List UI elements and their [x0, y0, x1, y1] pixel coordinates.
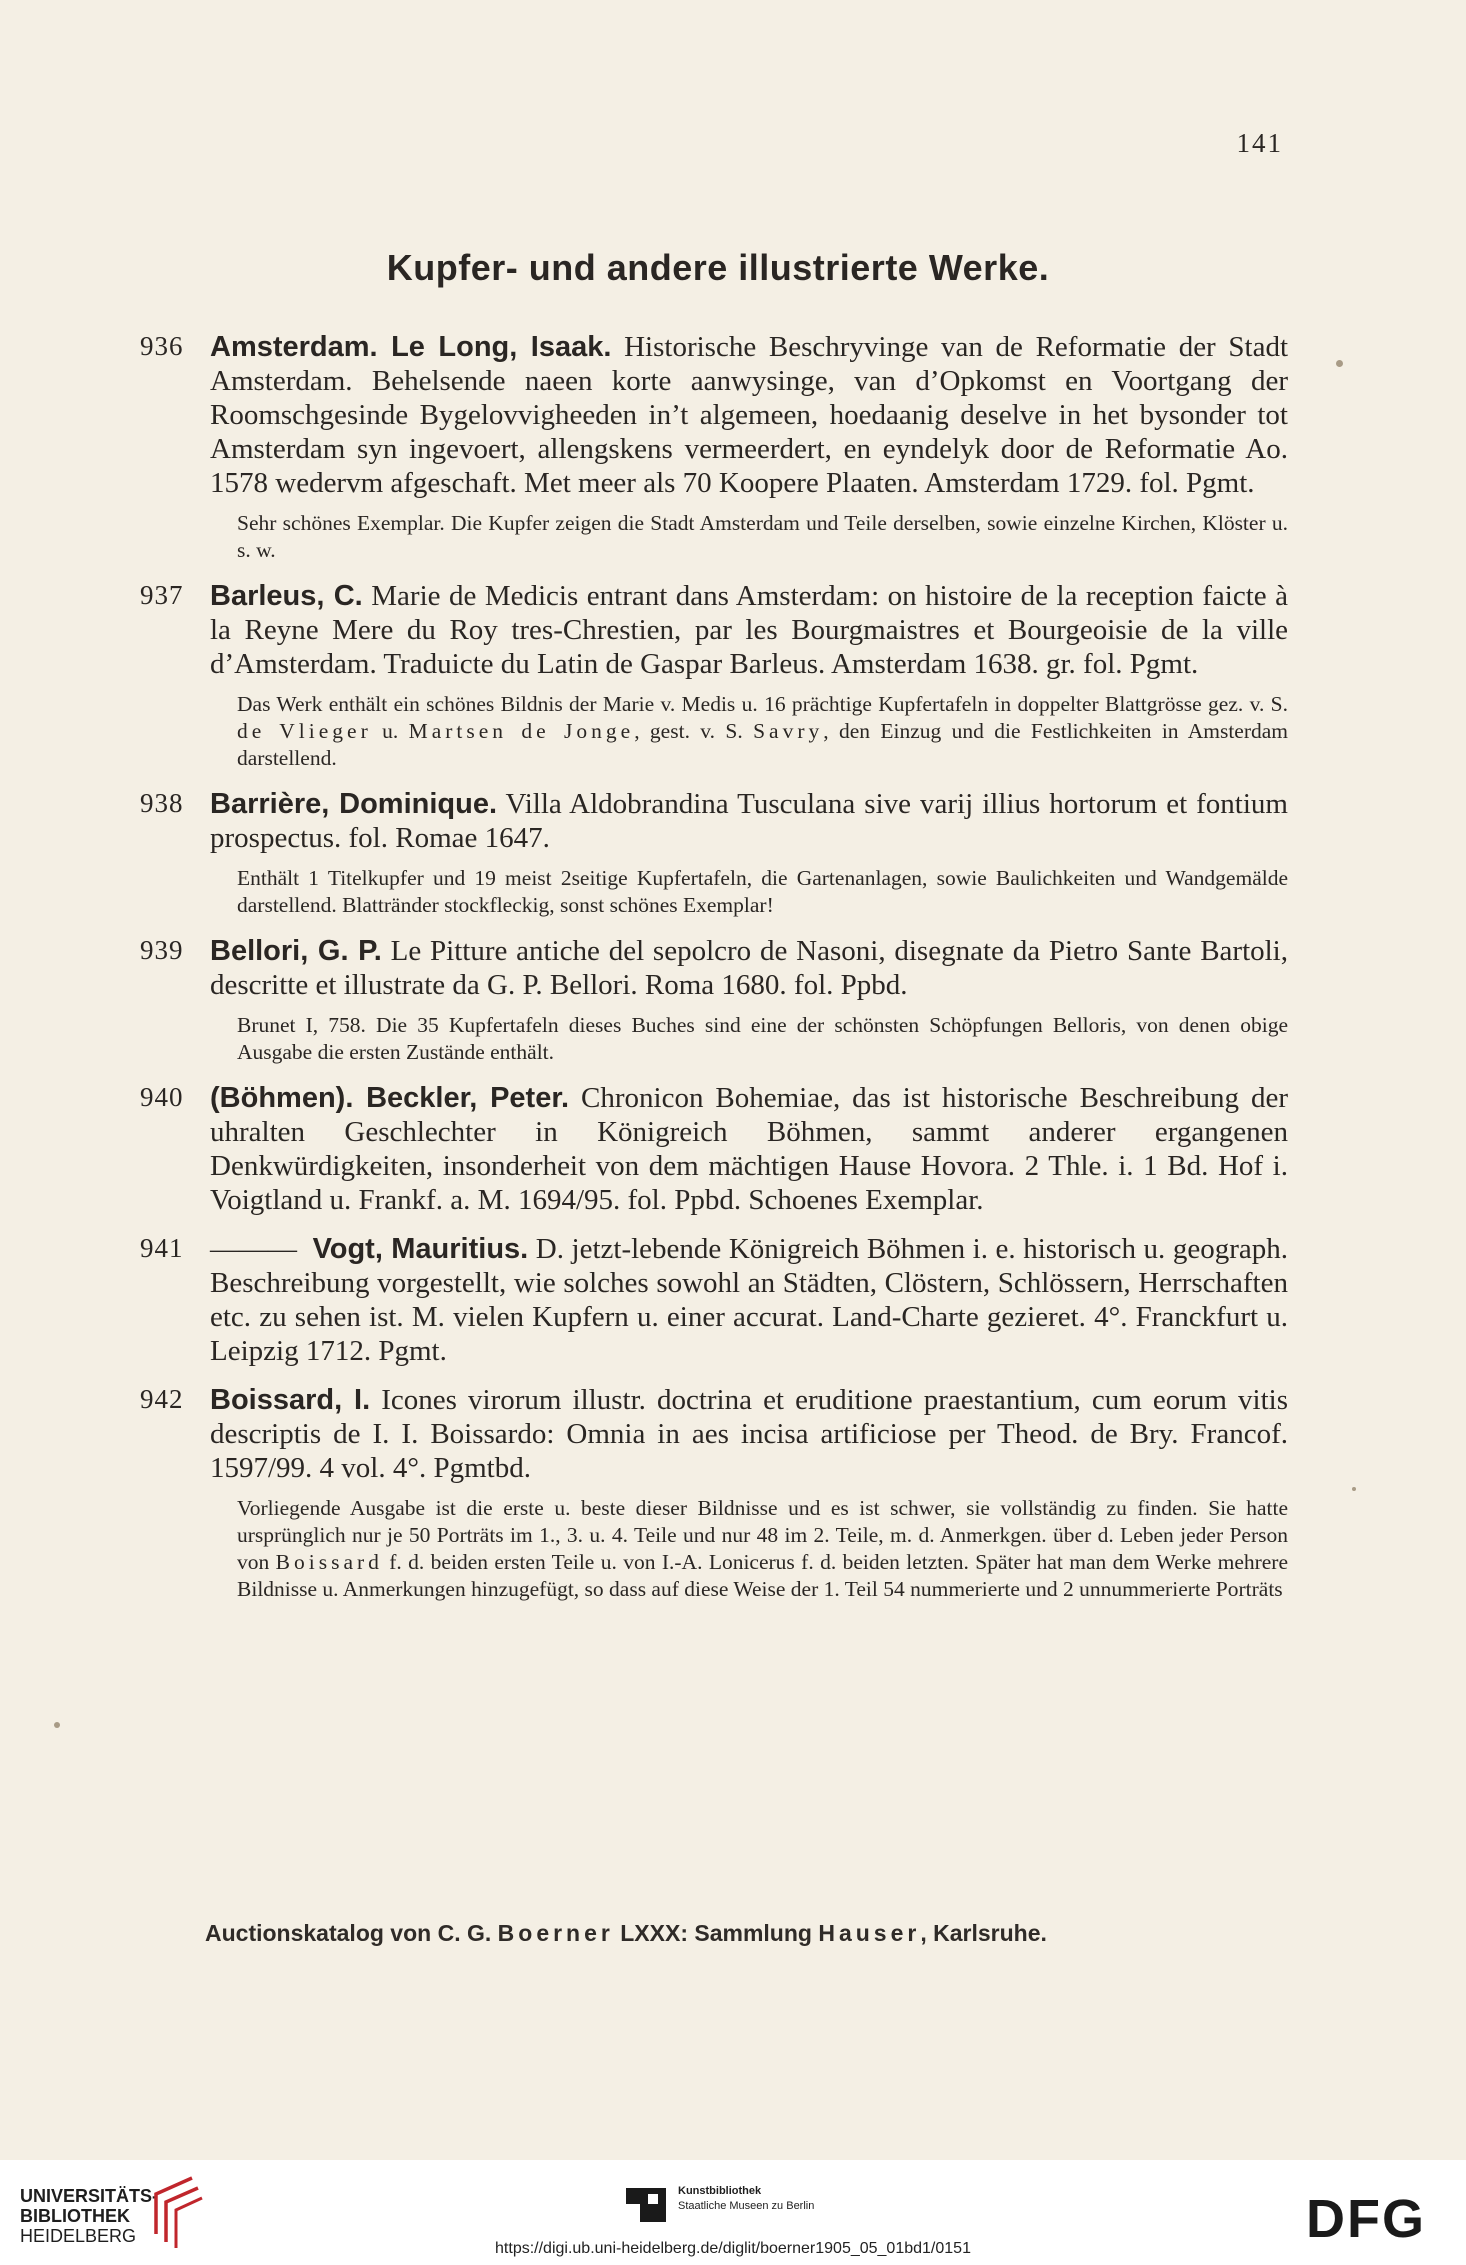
entry-text [210, 330, 1288, 500]
paper-spot [1352, 1487, 1356, 1491]
entry-heading: Amsterdam. Le Long, Isaak. [210, 331, 612, 363]
entry-description: Marie de Medicis entrant dans Amsterdam: on histoire de la reception faicte à la Reyne Mere du Roy tres-Chrestien, par les Bourgmaistres et Bourgeoisie de la ville d’Amsterdam. Traduicte du Latin de Gaspar Barleus. Amsterdam 1638. gr. fol. Pgmt. [210, 580, 1289, 680]
entry-number: 942 [140, 1384, 184, 1414]
entry-number: 936 [140, 331, 184, 361]
entry-description: Le Pitture antiche del sepolcro de Nasoni, disegnate da Pietro Sante Bartoli, descritte et illustrate da G. P. Bellori. Roma 1680. fol. Ppbd. [210, 935, 1288, 1001]
spaced-name: Savry [753, 719, 824, 743]
library-name-line2: BIBLIOTHEK [20, 2206, 130, 2226]
section-title: Kupfer- und andere illustrierte Werke. [386, 247, 1050, 288]
entry-heading: Barrière, Dominique. [210, 788, 498, 820]
spaced-name: Hauser [818, 1920, 921, 1946]
catalog-entry [140, 330, 1288, 564]
paper-spot [1336, 360, 1343, 367]
footer-text: , Karlsruhe. [920, 1920, 1047, 1946]
entry-note [237, 1495, 1288, 1603]
entry-heading: Barleus, C. [210, 580, 363, 612]
note-text: f. d. beiden ersten Teile u. von I.-A. Lonicerus f. d. beiden letzten. Später hat man dem Werke mehrere Bildnisse u. Anmerkungen hinzugefügt, so dass auf diese Weise der 1. Teil 54 nummerierte und 2 unnummerierte Porträts [237, 1550, 1289, 1601]
note-text: Das Werk enthält ein schönes Bildnis der Marie v. Medis u. 16 prächtige Kupfertafeln in doppelter Blattgrösse gez. v. S. [237, 692, 1288, 716]
entry-number: 939 [140, 935, 184, 965]
entry-description: Icones virorum illustr. doctrina et eruditione praestantium, cum eorum vitis descriptis de I. I. Boissardo: Omnia in aes incisa artificiose per Theod. de Bry. Francof. 1597/99. 4 vol. 4°. Pgmtbd. [210, 1384, 1289, 1484]
entry-text [210, 579, 1288, 681]
catalog-entry [140, 579, 1288, 772]
spaced-name: Boissard [275, 1550, 383, 1574]
entry-text [210, 1081, 1288, 1217]
spaced-name: Boerner [497, 1920, 614, 1946]
paper-spot [54, 1722, 60, 1728]
note-text: u. [371, 719, 409, 743]
entry-description: Villa Aldobrandina Tusculana sive varij illius hortorum et fontium prospectus. fol. Romae 1647. [210, 788, 1288, 854]
catalog-entry [140, 787, 1288, 919]
entry-number: 938 [140, 788, 184, 818]
entry-description: D. jetzt-lebende Königreich Böhmen i. e. historisch u. geograph. Beschreibung vorgestellt, wie solches sowohl an Städten, Clöstern, Schlössern, Herrschaften etc. zu sehen ist. M. vielen Kupfern u. einer accurat. Land-Charte gezieret. 4°. Franckfurt u. Leipzig 1712. Pgmt. [210, 1233, 1288, 1367]
entry-number: 940 [140, 1082, 184, 1112]
entry-heading: Bellori, G. P. [210, 935, 382, 967]
catalog-entry [140, 934, 1288, 1066]
entry-heading: (Böhmen). Beckler, Peter. [210, 1082, 570, 1114]
kunstbibliothek-logo-icon[interactable] [626, 2182, 670, 2226]
entry-note [237, 691, 1288, 772]
entry-number: 937 [140, 580, 184, 610]
catalog-footer [205, 1920, 1225, 1947]
spaced-name: de Vlieger [237, 719, 372, 743]
kunstbib-line2: Staatliche Museen zu Berlin [678, 2200, 815, 2212]
entry-note: Enthält 1 Titelkupfer und 19 meist 2seitige Kupfertafeln, die Gartenanlagen, sowie Baulichkeiten und Wandgemälde darstellend. Blattränder stockfleckig, sonst schönes Exemplar! [237, 866, 1288, 917]
library-name-line3: HEIDELBERG [20, 2226, 137, 2246]
entry-heading: Boissard, I. [210, 1384, 371, 1416]
entry-number: 941 [140, 1233, 184, 1263]
catalog-entry [140, 1383, 1288, 1603]
note-text: , den Einzug und die Festlichkeiten in Amsterdam darstellend. [237, 719, 1289, 770]
dfg-logo[interactable]: DFG [1306, 2189, 1426, 2249]
note-text: Vorliegende Ausgabe ist die erste u. beste dieser Bildnisse und es ist schwer, sie vollständig zu finden. Sie hatte ursprünglich nur je 50 Porträts im 1., 3. u. 4. Teile und nur 48 im 2. Teile, m. d. Anmerkgen. über d. Leben jeder Person von [237, 1496, 1288, 1574]
library-name-line1: UNIVERSITÄTS- [20, 2186, 159, 2206]
catalog-entries [140, 330, 1288, 1618]
entry-note: Brunet I, 758. Die 35 Kupfertafeln dieses Buches sind eine der schönsten Schöpfungen Belloris, von denen obige Ausgabe die ersten Zustände enthält. [237, 1013, 1288, 1064]
entry-heading: Vogt, Mauritius. [312, 1233, 529, 1265]
note-text: , gest. v. S. [634, 719, 754, 743]
entry-text [210, 1232, 1288, 1368]
source-url[interactable]: https://digi.ub.uni-heidelberg.de/diglit/boerner1905_05_01bd1/0151 [495, 2240, 971, 2257]
catalog-entry [140, 1081, 1288, 1217]
catalog-entry [140, 1232, 1288, 1368]
entry-text [210, 1383, 1288, 1485]
ditto-dash: ——— [210, 1233, 297, 1265]
entry-text [210, 787, 1288, 855]
footer-text: LXXX: Sammlung [613, 1920, 819, 1946]
entry-description: Chronicon Bohemiae, das ist historische Beschreibung der uhralten Geschlechter in Königreich Böhmen, sammt anderer ergangenen Denkwürdigkeiten, insonderheit von dem mächtigen Hause Hovora. 2 Thle. i. 1 Bd. Hof i. Voigtland u. Frankf. a. M. 1694/95. fol. Ppbd. Schoenes Exemplar. [210, 1082, 1289, 1216]
spaced-name: Martsen de Jonge [408, 719, 635, 743]
footer-text: Auctionskatalog von C. G. [205, 1920, 498, 1946]
page-number: 141 [1236, 128, 1283, 158]
entry-text [210, 934, 1288, 1002]
kunstbibliothek-name [678, 2184, 814, 2214]
university-library-logo[interactable] [20, 2186, 158, 2246]
entry-note: Sehr schönes Exemplar. Die Kupfer zeigen die Stadt Amsterdam und Teile derselben, sowie einzelne Kirchen, Klöster u. s. w. [237, 511, 1288, 562]
entry-description: Historische Beschryvinge van de Reformatie der Stadt Amsterdam. Behelsende naeen korte aanwysinge, van d’Opkomst en Voortgang der Roomschgesinde Bygelovvigheeden in’t algemeen, hoedaanig deselve in het bysonder tot Amsterdam syn ingevoert, allengskens vermeerdert, en eyndelyk door de Reformatie Ao. 1578 wedervm afgeschaft. Met meer als 70 Koopere Plaaten. Amsterdam 1729. fol. Pgmt. [210, 331, 1289, 499]
kunstbib-line1: Kunstbibliothek [678, 2185, 762, 2197]
